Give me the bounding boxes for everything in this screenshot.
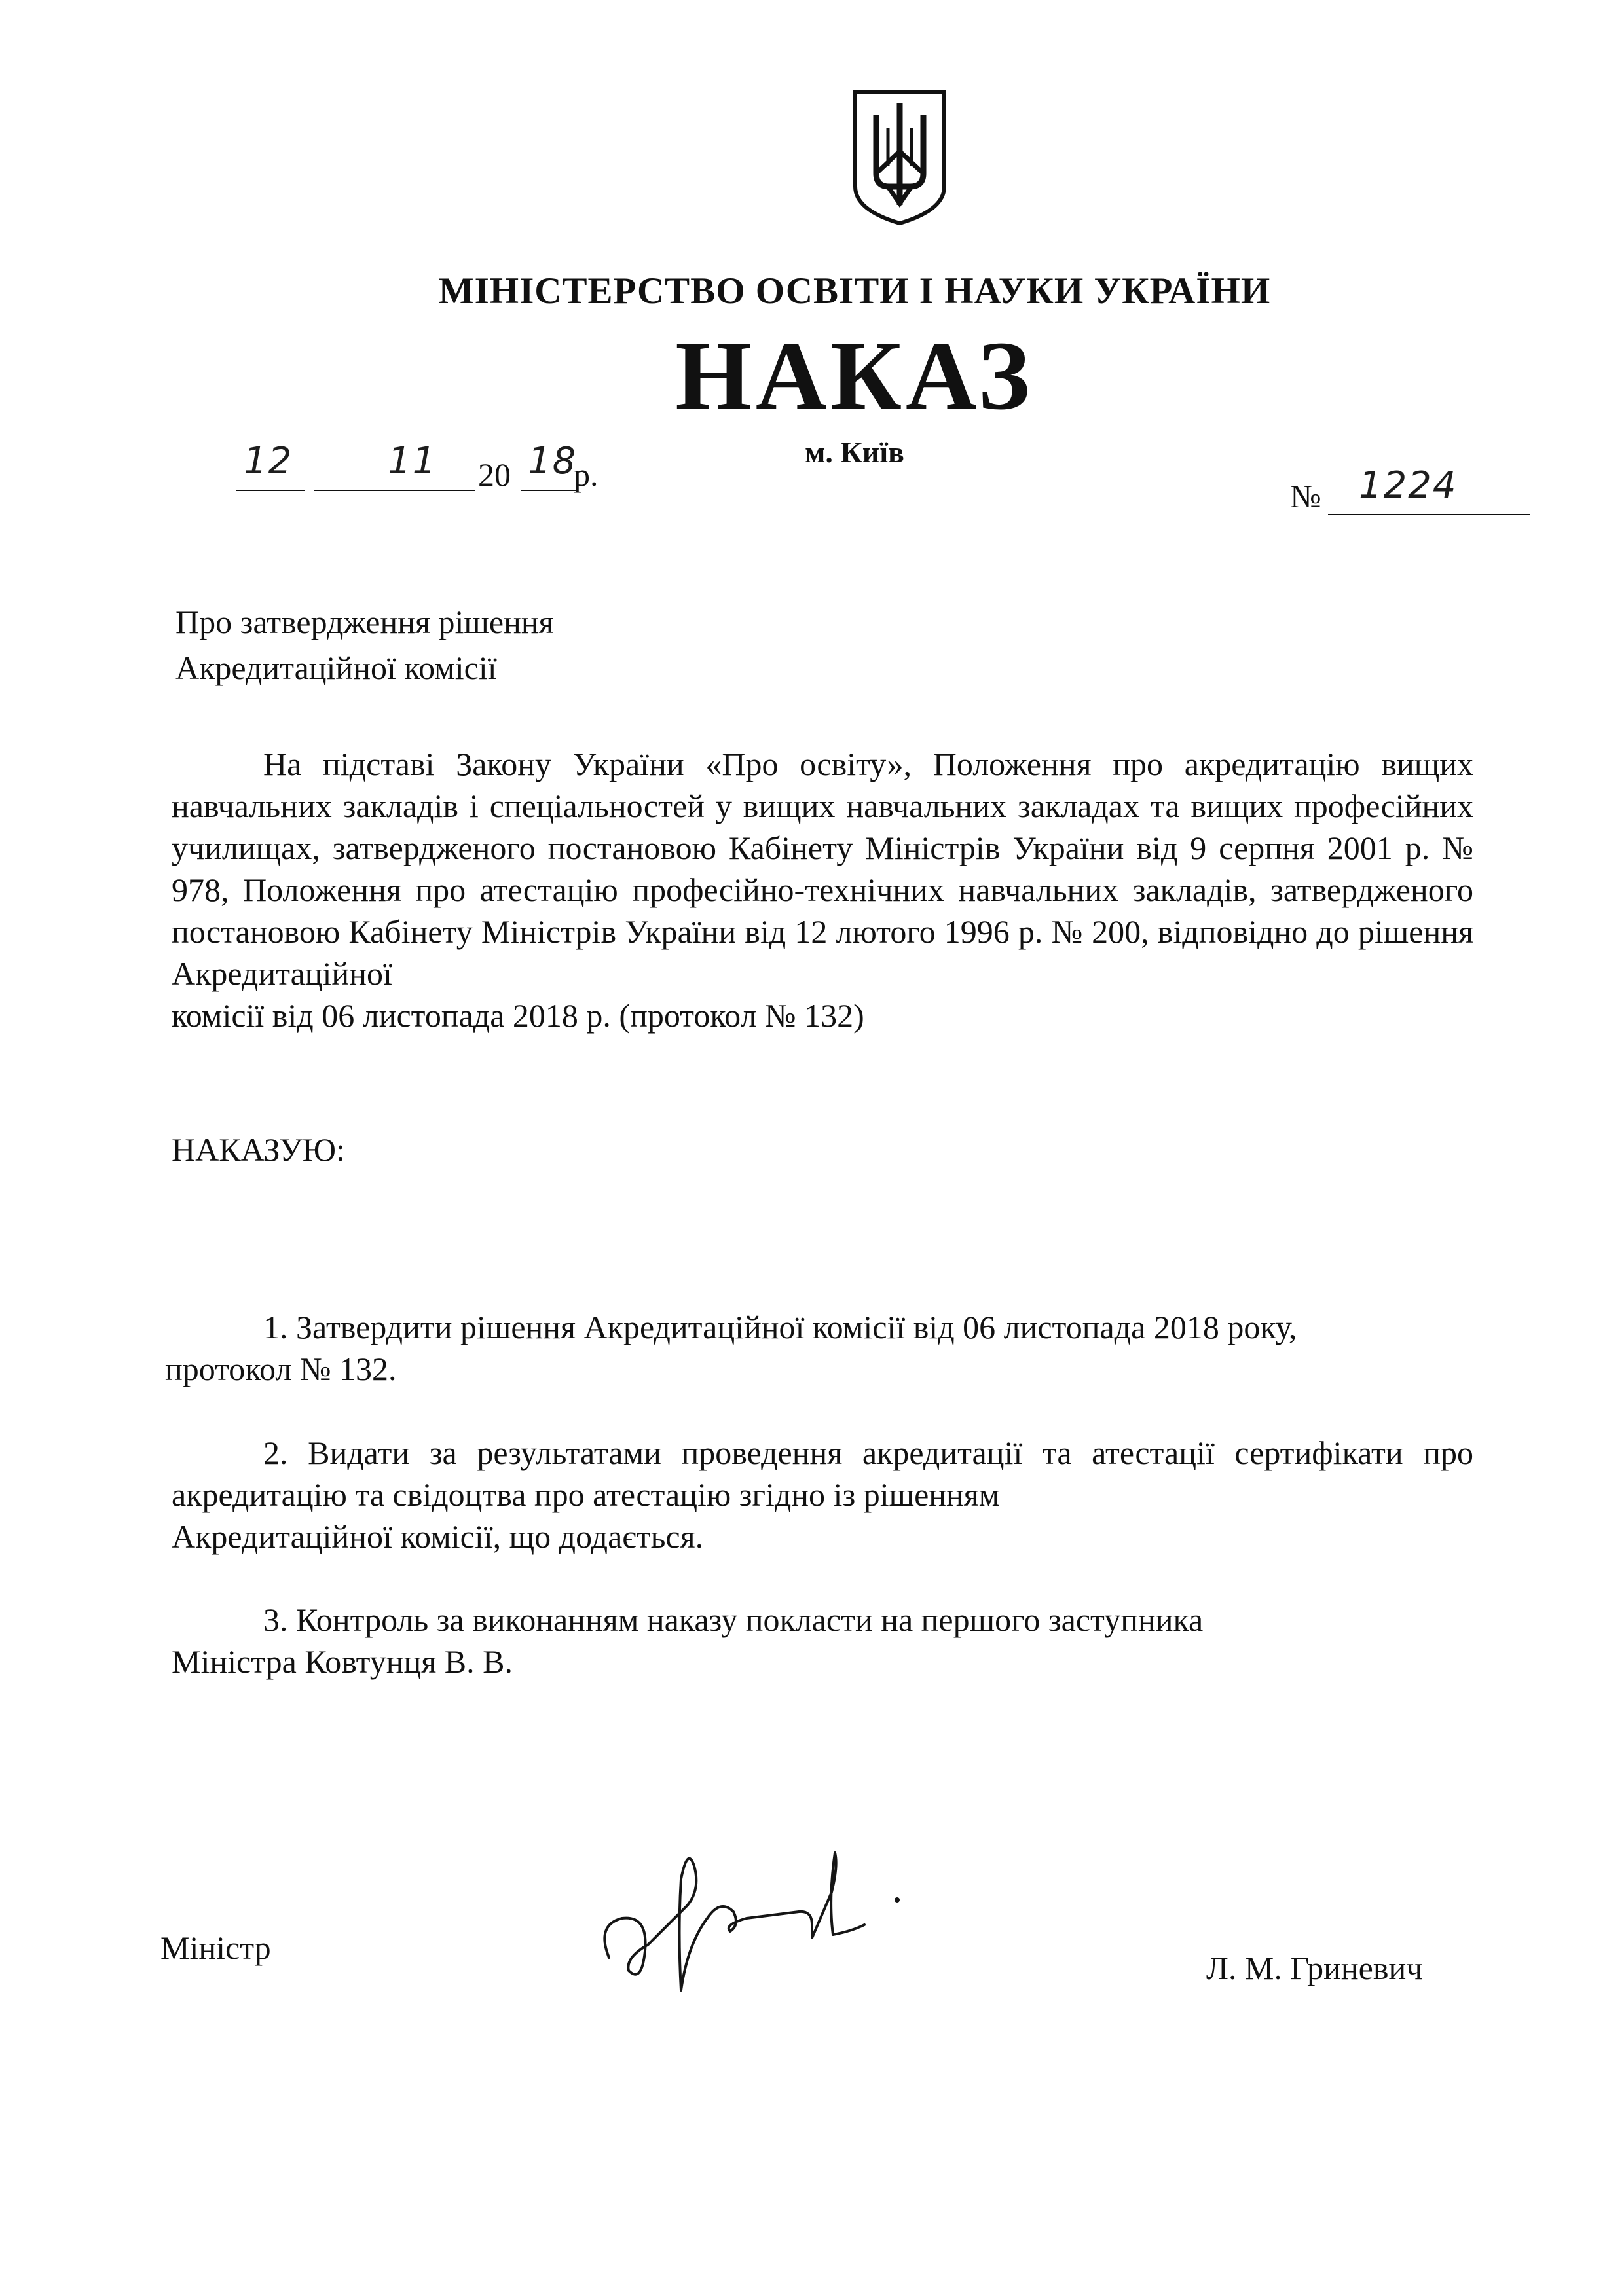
subject xyxy=(175,599,554,691)
subject-line-2: Акредитаційної комісії xyxy=(175,649,497,686)
date-year-line xyxy=(521,490,578,491)
item-2-text: 2. Видати за результатами проведення акредитації та атестації сертифікати про акредитацію та свідоцтва про атестацію згідно із рішенням xyxy=(172,1434,1473,1513)
handwritten-signature xyxy=(589,1827,956,2023)
signatory-name: Л. М. Гриневич xyxy=(1206,1950,1423,1986)
city: м. Київ xyxy=(805,435,904,469)
date-field xyxy=(236,439,629,498)
ministry-name: МІНІСТЕРСТВО ОСВІТИ І НАУКИ УКРАЇНИ xyxy=(438,270,1271,312)
date-year-prefix: 20 xyxy=(478,456,511,493)
date-year-suffix: 18 xyxy=(528,440,578,483)
number-value: 1224 xyxy=(1359,464,1458,507)
date-month-line xyxy=(314,490,475,491)
number-line xyxy=(1328,514,1530,515)
document-title: НАКАЗ xyxy=(675,321,1034,430)
item-1-text: 1. Затвердити рішення Акредитаційної комісії від 06 листопада 2018 року, xyxy=(263,1309,1297,1345)
date-month: 11 xyxy=(388,440,437,483)
subject-line-1: Про затвердження рішення xyxy=(175,604,554,640)
order-word: НАКАЗУЮ: xyxy=(172,1131,345,1168)
order-number xyxy=(1290,464,1552,520)
signatory-position: Міністр xyxy=(160,1929,271,1966)
number-label: № xyxy=(1290,478,1321,515)
preamble-text-last: комісії від 06 листопада 2018 р. (протокол № 132) xyxy=(172,997,864,1034)
preamble-text: На підставі Закону України «Про освіту», Положення про акредитацію вищих навчальних закладів і спеціальностей у вищих навчальних закладах та вищих професійних училищах, затвердженого постановою Кабінету Міністрів України від 9 серпня 2001 р. № 978, Положення про атестацію професійно-технічних навчальних закладів, затвердженого постановою Кабінету Міністрів України від 12 лютого 1996 р. № 200, відповідно до рішення Акредитаційної xyxy=(172,746,1473,992)
order-item-3 xyxy=(172,1599,1473,1683)
date-suffix: р. xyxy=(574,456,599,493)
coat-of-arms-icon xyxy=(850,88,950,226)
date-day-line xyxy=(236,490,305,491)
item-1-text-last: протокол № 132. xyxy=(165,1351,397,1387)
order-item-2 xyxy=(172,1432,1473,1558)
item-2-text-last: Акредитаційної комісії, що додається. xyxy=(172,1518,704,1555)
date-day: 12 xyxy=(244,440,293,483)
item-3-text: 3. Контроль за виконанням наказу покласти на першого заступника xyxy=(263,1601,1204,1638)
order-item-1 xyxy=(165,1306,1488,1390)
preamble xyxy=(172,743,1473,1036)
item-3-text-last: Міністра Ковтунця В. В. xyxy=(172,1643,513,1680)
